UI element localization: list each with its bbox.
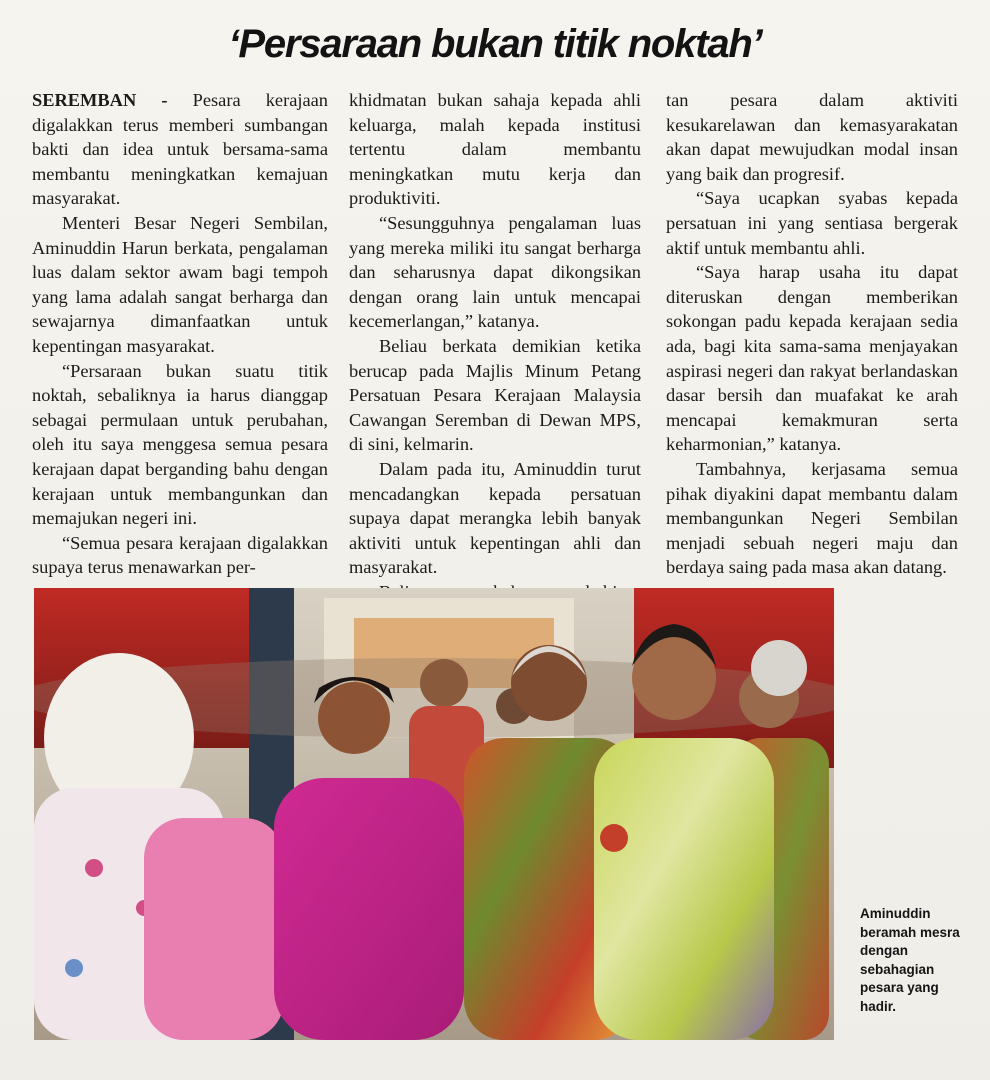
paragraph: khidmatan bukan sahaja kepada ahli keluarga, malah kepada institusi tertentu dalam membantu meningkatkan mutu kerja dan produktiviti.: [349, 90, 641, 209]
paragraph: tan pesara dalam aktiviti kesukarelawan dan kemasyarakatan akan dapat mewujudkan modal insan yang baik dan progresif.: [666, 90, 958, 184]
paragraph: Dalam pada itu, Aminuddin turut mencadangkan kepada persatuan supaya dapat merangka lebih banyak aktiviti untuk kepentingan ahli dan masyarakat.: [349, 458, 641, 578]
article-column-3: [666, 88, 958, 580]
photo-illustration: [34, 588, 834, 1040]
photo-caption: Aminuddin beramah mesra dengan sebahagian pesara yang hadir.: [860, 906, 960, 1014]
paragraph: “Saya ucapkan syabas kepada persatuan ini yang sentiasa bergerak aktif untuk membantu ahli.: [666, 188, 958, 258]
paragraph: “Persaraan bukan suatu titik noktah, sebaliknya ia harus dianggap sebagai permulaan untuk perubahan, oleh itu saya menggesa semua pesara kerajaan dapat berganding bahu dengan kerajaan untuk membangunkan dan memajukan negeri ini.: [32, 360, 328, 529]
paragraph: Tambahnya, kerjasama semua pihak diyakini dapat membantu dalam membangunkan Negeri Sembilan menjadi sebuah negeri maju dan berdaya saing pada masa akan datang.: [666, 458, 958, 578]
article-headline: ‘Persaraan bukan titik noktah’: [228, 22, 762, 66]
paragraph: Menteri Besar Negeri Sembilan, Aminuddin Harun berkata, pengalaman luas dalam sektor awam bagi tempoh yang lama adalah sangat berharga dan sewajarnya dimanfaatkan untuk kepentingan masyarakat.: [32, 212, 328, 356]
paragraph: “Saya harap usaha itu dapat diteruskan dengan memberikan sokongan padu kepada kerajaan sedia ada, bagi kita sama-sama menjayakan aspirasi negeri dan rakyat berlandaskan dasar bersih dan muafakat ke arah mencapai kemakmuran serta keharmonian,” katanya.: [666, 262, 958, 455]
paragraph: “Sesungguhnya pengalaman luas yang mereka miliki itu sangat berharga dan seharusnya dapat dikongsikan dengan orang lain untuk mencapai kecemerlangan,” katanya.: [349, 212, 641, 332]
dateline: SEREMBAN -: [32, 90, 168, 110]
paragraph: “Semua pesara kerajaan digalakkan supaya terus menawarkan per-: [32, 532, 328, 578]
paragraph: Beliau berkata demikian ketika berucap pada Majlis Minum Petang Persatuan Pesara Kerajaan Malaysia Cawangan Seremban di Dewan MPS, di sini, kelmarin.: [349, 335, 641, 455]
article-column-2: [349, 88, 641, 580]
article-column-1: [32, 88, 328, 580]
event-photo: [34, 588, 834, 1040]
lead-paragraph: [32, 88, 328, 211]
paragraph-text: Pesara kerajaan digalakkan terus memberi sumbangan bakti dan idea untuk bersama-sama membantu meningkatkan kemajuan masyarakat.: [32, 90, 328, 209]
